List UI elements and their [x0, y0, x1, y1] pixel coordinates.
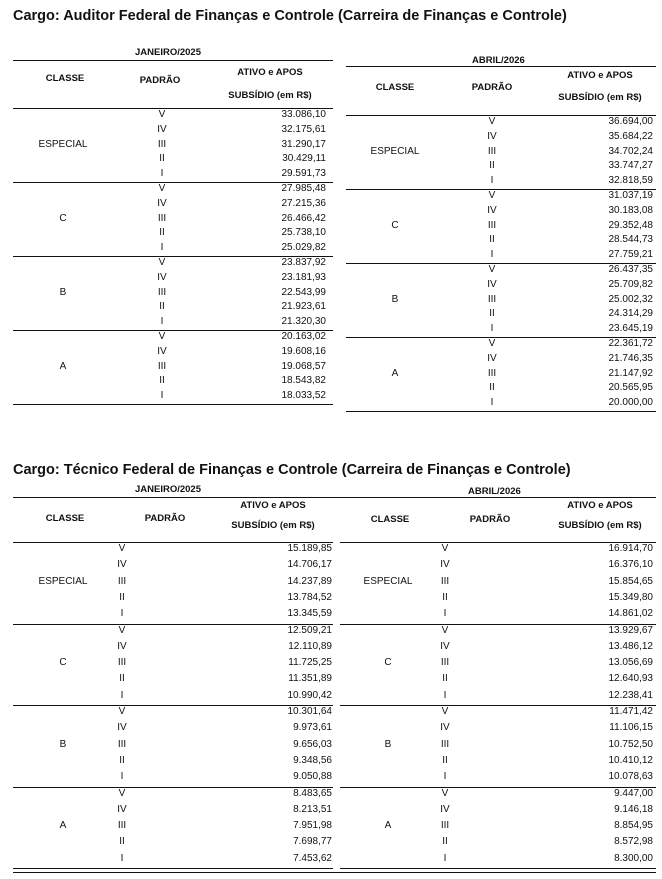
- tecnico-value-cell: 13.486,12: [608, 640, 653, 652]
- tecnico-value-cell: 8.300,00: [614, 852, 653, 864]
- auditor-value-cell: 19.068,57: [281, 360, 326, 372]
- tecnico-padrao-cell: I: [120, 771, 124, 783]
- tecnico-value-cell: 7.951,98: [293, 820, 332, 832]
- tecnico-left-col-classe: CLASSE: [45, 513, 85, 524]
- tecnico-padrao-cell: IV: [440, 803, 450, 815]
- tecnico-right-col-value-line1: ATIVO e APOS: [567, 500, 633, 511]
- tecnico-value-cell: 14.237,89: [287, 575, 332, 587]
- auditor-value-cell: 26.466,42: [281, 212, 326, 224]
- tecnico-right-classe-cell: ESPECIAL: [363, 575, 413, 587]
- auditor-right-col-classe: CLASSE: [375, 82, 415, 93]
- tecnico-padrao-cell: II: [119, 836, 125, 848]
- tecnico-value-cell: 13.056,69: [608, 657, 653, 669]
- tecnico-padrao-cell: V: [441, 787, 449, 799]
- auditor-right-classe-cell: B: [391, 293, 399, 305]
- tecnico-left-classe-cell: C: [59, 657, 67, 669]
- tecnico-value-cell: 12.110,89: [288, 640, 332, 652]
- auditor-padrao-cell: II: [159, 301, 165, 313]
- auditor-value-cell: 27.985,48: [281, 183, 326, 194]
- auditor-value-cell: 36.694,00: [608, 116, 653, 127]
- tecnico-value-cell: 7.453,62: [293, 852, 332, 864]
- auditor-value-cell: 25.029,82: [281, 242, 326, 254]
- auditor-left-bottom-rule: [13, 404, 333, 405]
- tecnico-padrao-cell: III: [440, 657, 450, 669]
- auditor-value-cell: 21.746,35: [608, 352, 653, 364]
- auditor-value-cell: 33.086,10: [281, 109, 326, 120]
- tecnico-padrao-cell: III: [117, 657, 127, 669]
- auditor-value-cell: 26.437,35: [608, 264, 653, 275]
- auditor-value-cell: 21.147,92: [608, 367, 653, 379]
- tecnico-value-cell: 10.301,64: [287, 706, 332, 717]
- tecnico-left-col-value-line2: SUBSÍDIO (em R$): [231, 520, 315, 531]
- tecnico-padrao-cell: V: [118, 706, 126, 717]
- tecnico-padrao-cell: V: [118, 787, 126, 799]
- auditor-value-cell: 27.215,36: [281, 197, 326, 209]
- tecnico-value-cell: 14.706,17: [287, 559, 332, 571]
- tecnico-value-cell: 10.990,42: [287, 689, 332, 701]
- tecnico-value-cell: 8.483,65: [293, 787, 332, 799]
- auditor-left-col-classe: CLASSE: [45, 73, 85, 84]
- auditor-value-cell: 35.684,22: [608, 130, 653, 142]
- auditor-right-bottom-rule: [346, 411, 656, 412]
- auditor-value-cell: 29.591,73: [281, 168, 326, 180]
- tecnico-padrao-cell: II: [119, 591, 125, 603]
- tecnico-value-cell: 11.351,89: [288, 673, 332, 685]
- auditor-value-cell: 20.565,95: [608, 382, 653, 394]
- tecnico-value-cell: 12.640,93: [608, 673, 653, 685]
- auditor-value-cell: 25.738,10: [281, 227, 326, 239]
- tecnico-value-cell: 11.106,15: [609, 722, 653, 734]
- auditor-padrao-cell: IV: [157, 197, 167, 209]
- tecnico-padrao-cell: III: [117, 738, 127, 750]
- auditor-padrao-cell: V: [158, 331, 166, 342]
- tecnico-padrao-cell: IV: [440, 722, 450, 734]
- auditor-padrao-cell: I: [490, 323, 494, 335]
- auditor-right-period: ABRIL/2026: [472, 55, 525, 66]
- tecnico-padrao-cell: II: [442, 754, 448, 766]
- auditor-value-cell: 29.352,48: [608, 219, 653, 231]
- tecnico-value-cell: 8.854,95: [614, 820, 653, 832]
- tecnico-left-col-padrao: PADRÃO: [144, 513, 186, 524]
- auditor-right-classe-cell: ESPECIAL: [370, 145, 420, 157]
- tecnico-padrao-cell: II: [119, 754, 125, 766]
- auditor-padrao-cell: I: [160, 242, 164, 254]
- tecnico-padrao-cell: V: [441, 706, 449, 717]
- auditor-right-top-rule: [346, 66, 656, 67]
- auditor-value-cell: 33.747,27: [608, 160, 653, 172]
- tecnico-value-cell: 15.854,65: [608, 575, 653, 587]
- auditor-padrao-cell: I: [490, 397, 494, 409]
- auditor-left-col-padrao: PADRÃO: [139, 75, 181, 86]
- tecnico-padrao-cell: I: [120, 689, 124, 701]
- tecnico-value-cell: 16.914,70: [608, 543, 653, 554]
- tecnico-padrao-cell: IV: [117, 803, 127, 815]
- auditor-value-cell: 34.702,24: [608, 145, 653, 157]
- tecnico-padrao-cell: III: [440, 575, 450, 587]
- auditor-padrao-cell: IV: [157, 271, 167, 283]
- tecnico-value-cell: 10.752,50: [608, 738, 653, 750]
- auditor-padrao-cell: III: [487, 367, 497, 379]
- auditor-right-classe-cell: A: [391, 367, 399, 379]
- tecnico-left-classe-cell: B: [59, 738, 67, 750]
- tecnico-left-period: JANEIRO/2025: [135, 484, 202, 495]
- tecnico-left-classe-cell: ESPECIAL: [38, 575, 88, 587]
- tecnico-padrao-cell: III: [117, 820, 127, 832]
- auditor-padrao-cell: I: [490, 175, 494, 187]
- auditor-padrao-cell: V: [488, 190, 496, 201]
- auditor-left-col-value-line1: ATIVO e APOS: [237, 67, 303, 78]
- auditor-right-col-value-line1: ATIVO e APOS: [567, 70, 633, 81]
- auditor-value-cell: 28.544,73: [608, 234, 653, 246]
- auditor-value-cell: 32.175,61: [281, 123, 326, 135]
- auditor-padrao-cell: IV: [487, 352, 497, 364]
- auditor-padrao-cell: II: [159, 153, 165, 165]
- auditor-right-classe-cell: C: [391, 219, 399, 231]
- auditor-value-cell: 31.037,19: [608, 190, 653, 201]
- auditor-value-cell: 18.033,52: [281, 390, 326, 402]
- auditor-padrao-cell: V: [158, 109, 166, 120]
- tecnico-value-cell: 8.572,98: [614, 836, 653, 848]
- tecnico-left-bottom-rule: [13, 868, 333, 869]
- tecnico-value-cell: 8.213,51: [293, 803, 332, 815]
- tecnico-value-cell: 11.471,42: [609, 706, 653, 717]
- tecnico-padrao-cell: V: [118, 624, 126, 636]
- auditor-value-cell: 25.002,32: [608, 293, 653, 305]
- auditor-padrao-cell: II: [489, 160, 495, 172]
- auditor-padrao-cell: I: [160, 390, 164, 402]
- tecnico-title: Cargo: Técnico Federal de Finanças e Controle (Carreira de Finanças e Controle): [13, 462, 571, 478]
- tecnico-padrao-cell: II: [442, 673, 448, 685]
- tecnico-padrao-cell: IV: [440, 559, 450, 571]
- auditor-padrao-cell: III: [487, 145, 497, 157]
- tecnico-right-col-value-line2: SUBSÍDIO (em R$): [558, 520, 642, 531]
- auditor-value-cell: 30.183,08: [608, 204, 653, 216]
- tecnico-value-cell: 9.146,18: [614, 803, 653, 815]
- auditor-padrao-cell: V: [488, 264, 496, 275]
- tecnico-value-cell: 13.929,67: [608, 624, 653, 636]
- tecnico-value-cell: 9.656,03: [293, 738, 332, 750]
- auditor-left-col-value-line2: SUBSÍDIO (em R$): [228, 90, 312, 101]
- auditor-value-cell: 23.181,93: [281, 271, 326, 283]
- auditor-padrao-cell: IV: [487, 204, 497, 216]
- auditor-value-cell: 22.361,72: [608, 338, 653, 349]
- auditor-value-cell: 18.543,82: [281, 375, 326, 387]
- auditor-value-cell: 21.320,30: [281, 316, 326, 328]
- page-bottom-rule: [13, 872, 656, 873]
- tecnico-value-cell: 10.410,12: [608, 754, 653, 766]
- tecnico-padrao-cell: I: [120, 852, 124, 864]
- auditor-padrao-cell: V: [158, 183, 166, 194]
- tecnico-value-cell: 7.698,77: [293, 836, 332, 848]
- tecnico-value-cell: 10.078,63: [608, 771, 653, 783]
- auditor-padrao-cell: II: [489, 382, 495, 394]
- auditor-value-cell: 25.709,82: [608, 278, 653, 290]
- tecnico-right-period: ABRIL/2026: [468, 486, 521, 497]
- tecnico-right-bottom-rule: [340, 868, 656, 869]
- tecnico-padrao-cell: V: [118, 543, 126, 554]
- auditor-value-cell: 21.923,61: [281, 301, 326, 313]
- auditor-left-top-rule: [13, 60, 333, 61]
- tecnico-padrao-cell: III: [440, 820, 450, 832]
- tecnico-padrao-cell: III: [440, 738, 450, 750]
- auditor-value-cell: 27.759,21: [608, 249, 653, 261]
- tecnico-padrao-cell: V: [441, 624, 449, 636]
- auditor-value-cell: 22.543,99: [281, 286, 326, 298]
- auditor-padrao-cell: II: [489, 308, 495, 320]
- auditor-value-cell: 24.314,29: [608, 308, 653, 320]
- auditor-padrao-cell: I: [490, 249, 494, 261]
- auditor-left-classe-cell: C: [59, 212, 67, 224]
- tecnico-right-col-padrao: PADRÃO: [469, 514, 511, 525]
- auditor-padrao-cell: IV: [487, 278, 497, 290]
- auditor-left-period: JANEIRO/2025: [135, 47, 202, 58]
- auditor-left-classe-cell: ESPECIAL: [38, 138, 88, 150]
- tecnico-right-classe-cell: B: [384, 738, 392, 750]
- auditor-padrao-cell: I: [160, 316, 164, 328]
- auditor-padrao-cell: III: [487, 219, 497, 231]
- auditor-padrao-cell: V: [488, 116, 496, 127]
- auditor-padrao-cell: III: [157, 286, 167, 298]
- tecnico-value-cell: 15.189,85: [287, 543, 332, 554]
- tecnico-right-classe-cell: C: [384, 657, 392, 669]
- auditor-padrao-cell: III: [487, 293, 497, 305]
- auditor-value-cell: 23.837,92: [281, 257, 326, 268]
- auditor-padrao-cell: V: [158, 257, 166, 268]
- tecnico-padrao-cell: II: [442, 836, 448, 848]
- tecnico-left-classe-cell: A: [59, 820, 67, 832]
- tecnico-padrao-cell: II: [119, 673, 125, 685]
- auditor-value-cell: 19.608,16: [281, 345, 326, 357]
- tecnico-padrao-cell: V: [441, 543, 449, 554]
- auditor-value-cell: 30.429,11: [282, 153, 326, 165]
- tecnico-padrao-cell: I: [443, 689, 447, 701]
- tecnico-value-cell: 9.447,00: [614, 787, 653, 799]
- auditor-title: Cargo: Auditor Federal de Finanças e Controle (Carreira de Finanças e Controle): [13, 8, 567, 24]
- auditor-value-cell: 20.163,02: [281, 331, 326, 342]
- auditor-padrao-cell: III: [157, 360, 167, 372]
- auditor-padrao-cell: III: [157, 138, 167, 150]
- tecnico-left-col-value-line1: ATIVO e APOS: [240, 500, 306, 511]
- auditor-value-cell: 23.645,19: [608, 323, 653, 335]
- tecnico-top-rule: [13, 497, 656, 498]
- tecnico-padrao-cell: I: [443, 852, 447, 864]
- auditor-padrao-cell: IV: [157, 345, 167, 357]
- tecnico-padrao-cell: IV: [117, 640, 127, 652]
- auditor-left-classe-cell: A: [59, 360, 67, 372]
- auditor-value-cell: 20.000,00: [608, 397, 653, 409]
- tecnico-value-cell: 9.348,56: [293, 754, 332, 766]
- tecnico-padrao-cell: IV: [117, 722, 127, 734]
- tecnico-value-cell: 9.050,88: [293, 771, 332, 783]
- tecnico-value-cell: 16.376,10: [608, 559, 653, 571]
- tecnico-padrao-cell: I: [120, 608, 124, 620]
- tecnico-padrao-cell: IV: [117, 559, 127, 571]
- tecnico-padrao-cell: I: [443, 771, 447, 783]
- auditor-padrao-cell: I: [160, 168, 164, 180]
- tecnico-padrao-cell: III: [117, 575, 127, 587]
- tecnico-padrao-cell: IV: [440, 640, 450, 652]
- tecnico-value-cell: 12.238,41: [608, 689, 653, 701]
- auditor-padrao-cell: II: [159, 227, 165, 239]
- auditor-padrao-cell: III: [157, 212, 167, 224]
- tecnico-padrao-cell: I: [443, 608, 447, 620]
- auditor-padrao-cell: II: [159, 375, 165, 387]
- tecnico-value-cell: 12.509,21: [287, 624, 332, 636]
- auditor-padrao-cell: V: [488, 338, 496, 349]
- auditor-value-cell: 31.290,17: [281, 138, 326, 150]
- tecnico-value-cell: 9.973,61: [293, 722, 332, 734]
- auditor-left-classe-cell: B: [59, 286, 67, 298]
- tecnico-value-cell: 13.784,52: [287, 591, 332, 603]
- tecnico-value-cell: 13.345,59: [287, 608, 332, 620]
- tecnico-padrao-cell: II: [442, 591, 448, 603]
- auditor-right-col-value-line2: SUBSÍDIO (em R$): [558, 92, 642, 103]
- tecnico-value-cell: 15.349,80: [608, 591, 653, 603]
- auditor-padrao-cell: IV: [487, 130, 497, 142]
- auditor-right-col-padrao: PADRÃO: [471, 82, 513, 93]
- auditor-padrao-cell: IV: [157, 123, 167, 135]
- auditor-padrao-cell: II: [489, 234, 495, 246]
- tecnico-value-cell: 11.725,25: [288, 657, 332, 669]
- tecnico-right-col-classe: CLASSE: [370, 514, 410, 525]
- auditor-value-cell: 32.818,59: [608, 175, 653, 187]
- tecnico-right-classe-cell: A: [384, 820, 392, 832]
- tecnico-value-cell: 14.861,02: [608, 608, 653, 620]
